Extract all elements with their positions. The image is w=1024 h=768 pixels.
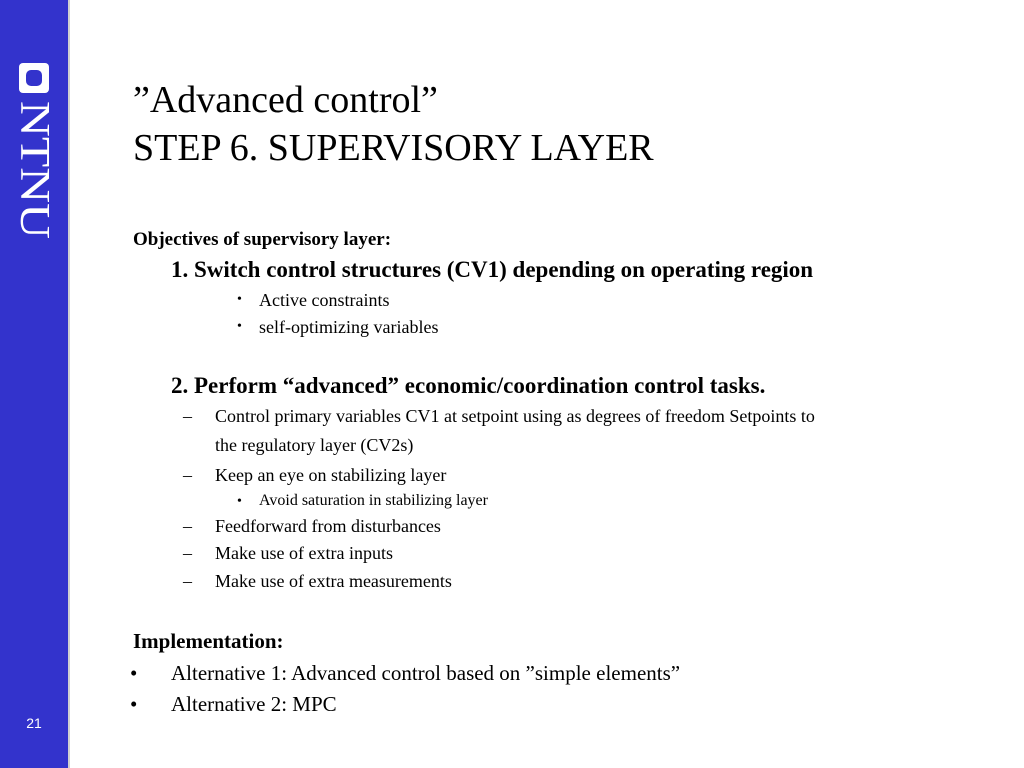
ntnu-logo-text	[13, 101, 57, 241]
sidebar-divider	[68, 0, 70, 768]
dash-item-control-primary-line-1: Control primary variables CV1 at setpoint using as degrees of freedom Setpoints to	[215, 406, 815, 426]
objective-item-2: 2. Perform “advanced” economic/coordination control tasks.	[171, 373, 766, 398]
bullet-marker: •	[130, 692, 138, 716]
implementation-alternative-2: Alternative 2: MPC	[171, 692, 337, 716]
bullet-self-optimizing: self-optimizing variables	[259, 317, 439, 337]
dash-item-extra-measurements: Make use of extra measurements	[215, 571, 452, 591]
slide-title	[133, 76, 654, 172]
bullet-marker: •	[130, 661, 138, 685]
dash-item-control-primary-line-2: the regulatory layer (CV2s)	[215, 435, 414, 455]
sidebar	[0, 0, 68, 768]
dash-marker: –	[183, 465, 192, 485]
dash-marker: –	[183, 516, 192, 536]
dash-item-keep-eye: Keep an eye on stabilizing layer	[215, 465, 447, 485]
bullet-avoid-saturation: Avoid saturation in stabilizing layer	[259, 492, 488, 509]
implementation-heading: Implementation:	[133, 629, 284, 653]
ntnu-logo-icon	[19, 63, 49, 93]
bullet-marker: •	[237, 292, 242, 307]
dash-item-feedforward: Feedforward from disturbances	[215, 516, 441, 536]
dash-item-extra-inputs: Make use of extra inputs	[215, 543, 393, 563]
bullet-active-constraints: Active constraints	[259, 290, 390, 310]
title-line-2: STEP 6. SUPERVISORY LAYER	[133, 127, 654, 169]
title-line-1: ”Advanced control”	[133, 79, 438, 121]
objective-item-1: 1. Switch control structures (CV1) depending on operating region	[171, 257, 814, 282]
logo-text: NTNU	[11, 101, 57, 218]
bullet-marker: •	[237, 319, 242, 334]
dash-marker: –	[183, 571, 192, 591]
page-number: 21	[26, 715, 42, 731]
dash-marker: –	[183, 406, 192, 426]
dash-marker: –	[183, 543, 192, 563]
implementation-alternative-1: Alternative 1: Advanced control based on ”simple elements”	[171, 661, 681, 685]
bullet-marker: •	[237, 494, 242, 509]
objectives-heading: Objectives of supervisory layer:	[133, 229, 392, 250]
